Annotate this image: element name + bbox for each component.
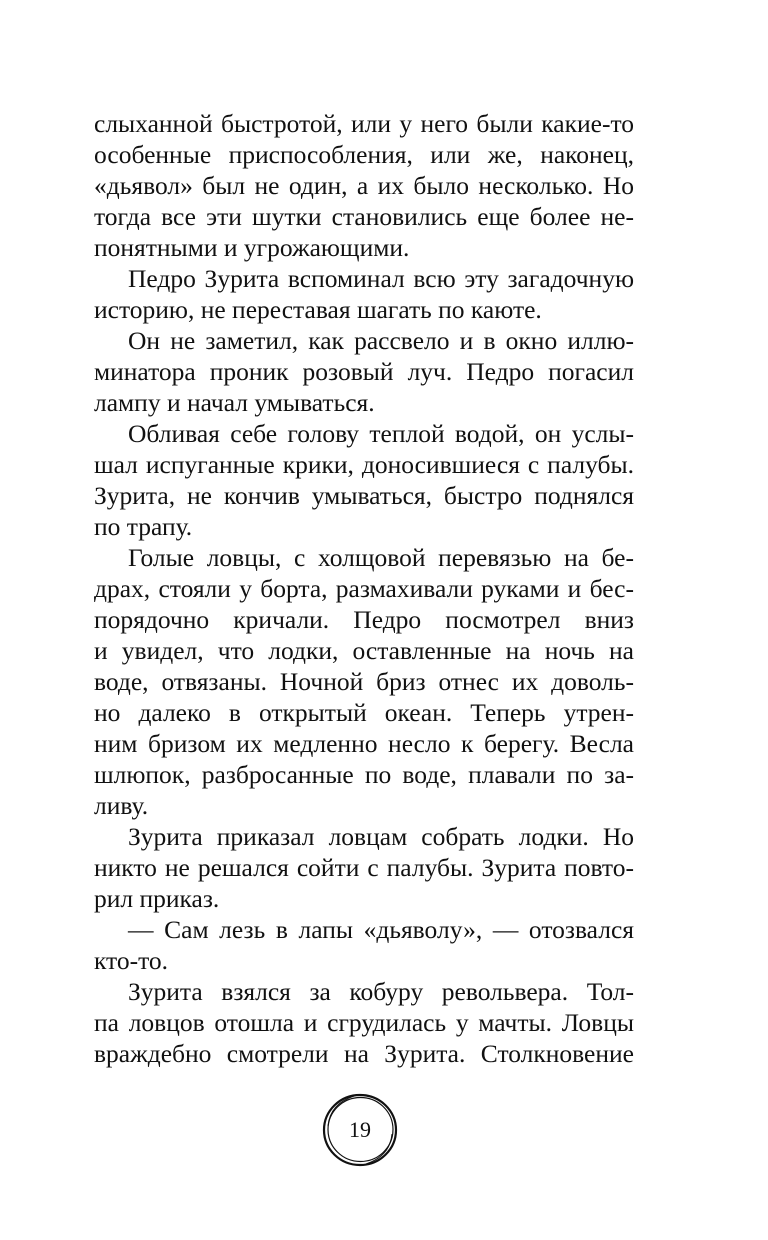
- text-line: па ловцов отошла и сгрудилась у мачты. Ловцы: [94, 1008, 634, 1037]
- text-line: лампу и начал умываться.: [94, 388, 375, 417]
- text-line: — Сам лезь в лапы «дьяволу», — отозвался: [128, 915, 634, 944]
- text-line: и увидел, что лодки, оставленные на ночь на: [94, 636, 634, 665]
- text-line: кто-то.: [94, 946, 169, 975]
- paragraph-5: [94, 542, 634, 821]
- text-line: Педро Зурита вспоминал всю эту загадочную: [128, 264, 634, 293]
- page-number-badge: [320, 1090, 400, 1170]
- text-line: никто не решался сойти с палубы. Зурита повто-: [94, 853, 634, 882]
- text-line: ним бризом их медленно несло к берегу. Весла: [94, 729, 634, 758]
- text-line: рил приказ.: [94, 884, 220, 913]
- paragraph-4: [94, 418, 634, 542]
- paragraph-1: [94, 108, 634, 263]
- text-line: драх, стояли у борта, размахивали руками и бес-: [94, 574, 634, 603]
- text-line: «дьявол» был не один, а их было несколько. Но: [94, 171, 634, 200]
- text-line: Обливая себе голову теплой водой, он услы-: [128, 419, 634, 448]
- paragraph-8: [94, 976, 634, 1069]
- text-line: но далеко в открытый океан. Теперь утрен-: [94, 698, 634, 727]
- text-line: Он не заметил, как рассвело и в окно иллю-: [128, 326, 634, 355]
- text-line: историю, не переставая шагать по каюте.: [94, 295, 542, 324]
- text-line: шлюпок, разбросанные по воде, плавали по за-: [94, 760, 634, 789]
- text-line: Зурита взялся за кобуру револьвера. Тол-: [128, 977, 634, 1006]
- text-line: тогда все эти шутки становились еще более не-: [94, 202, 634, 231]
- page-body: [94, 108, 634, 1069]
- paragraph-7: [94, 914, 634, 976]
- paragraph-2: [94, 263, 634, 325]
- paragraph-6: [94, 821, 634, 914]
- text-line: Зурита, не кончив умываться, быстро поднялся: [94, 481, 634, 510]
- text-line: понятными и угрожающими.: [94, 233, 410, 262]
- text-line: по трапу.: [94, 512, 193, 541]
- text-line: особенные приспособления, или же, наконец,: [94, 140, 634, 169]
- text-line: слыханной быстротой, или у него были какие-то: [94, 109, 634, 138]
- text-line: порядочно кричали. Педро посмотрел вниз: [94, 605, 634, 634]
- text-line: воде, отвязаны. Ночной бриз отнес их доволь-: [94, 667, 634, 696]
- text-line: шал испуганные крики, доносившиеся с палубы.: [94, 450, 634, 479]
- text-line: минатора проник розовый луч. Педро погасил: [94, 357, 634, 386]
- text-line: враждебно смотрели на Зурита. Столкновение: [94, 1039, 634, 1068]
- text-line: Зурита приказал ловцам собрать лодки. Но: [128, 822, 634, 851]
- text-line: ливу.: [94, 791, 149, 820]
- text-line: Голые ловцы, с холщовой перевязью на бе-: [128, 543, 634, 572]
- paragraph-3: [94, 325, 634, 418]
- page-number: 19: [349, 1117, 371, 1142]
